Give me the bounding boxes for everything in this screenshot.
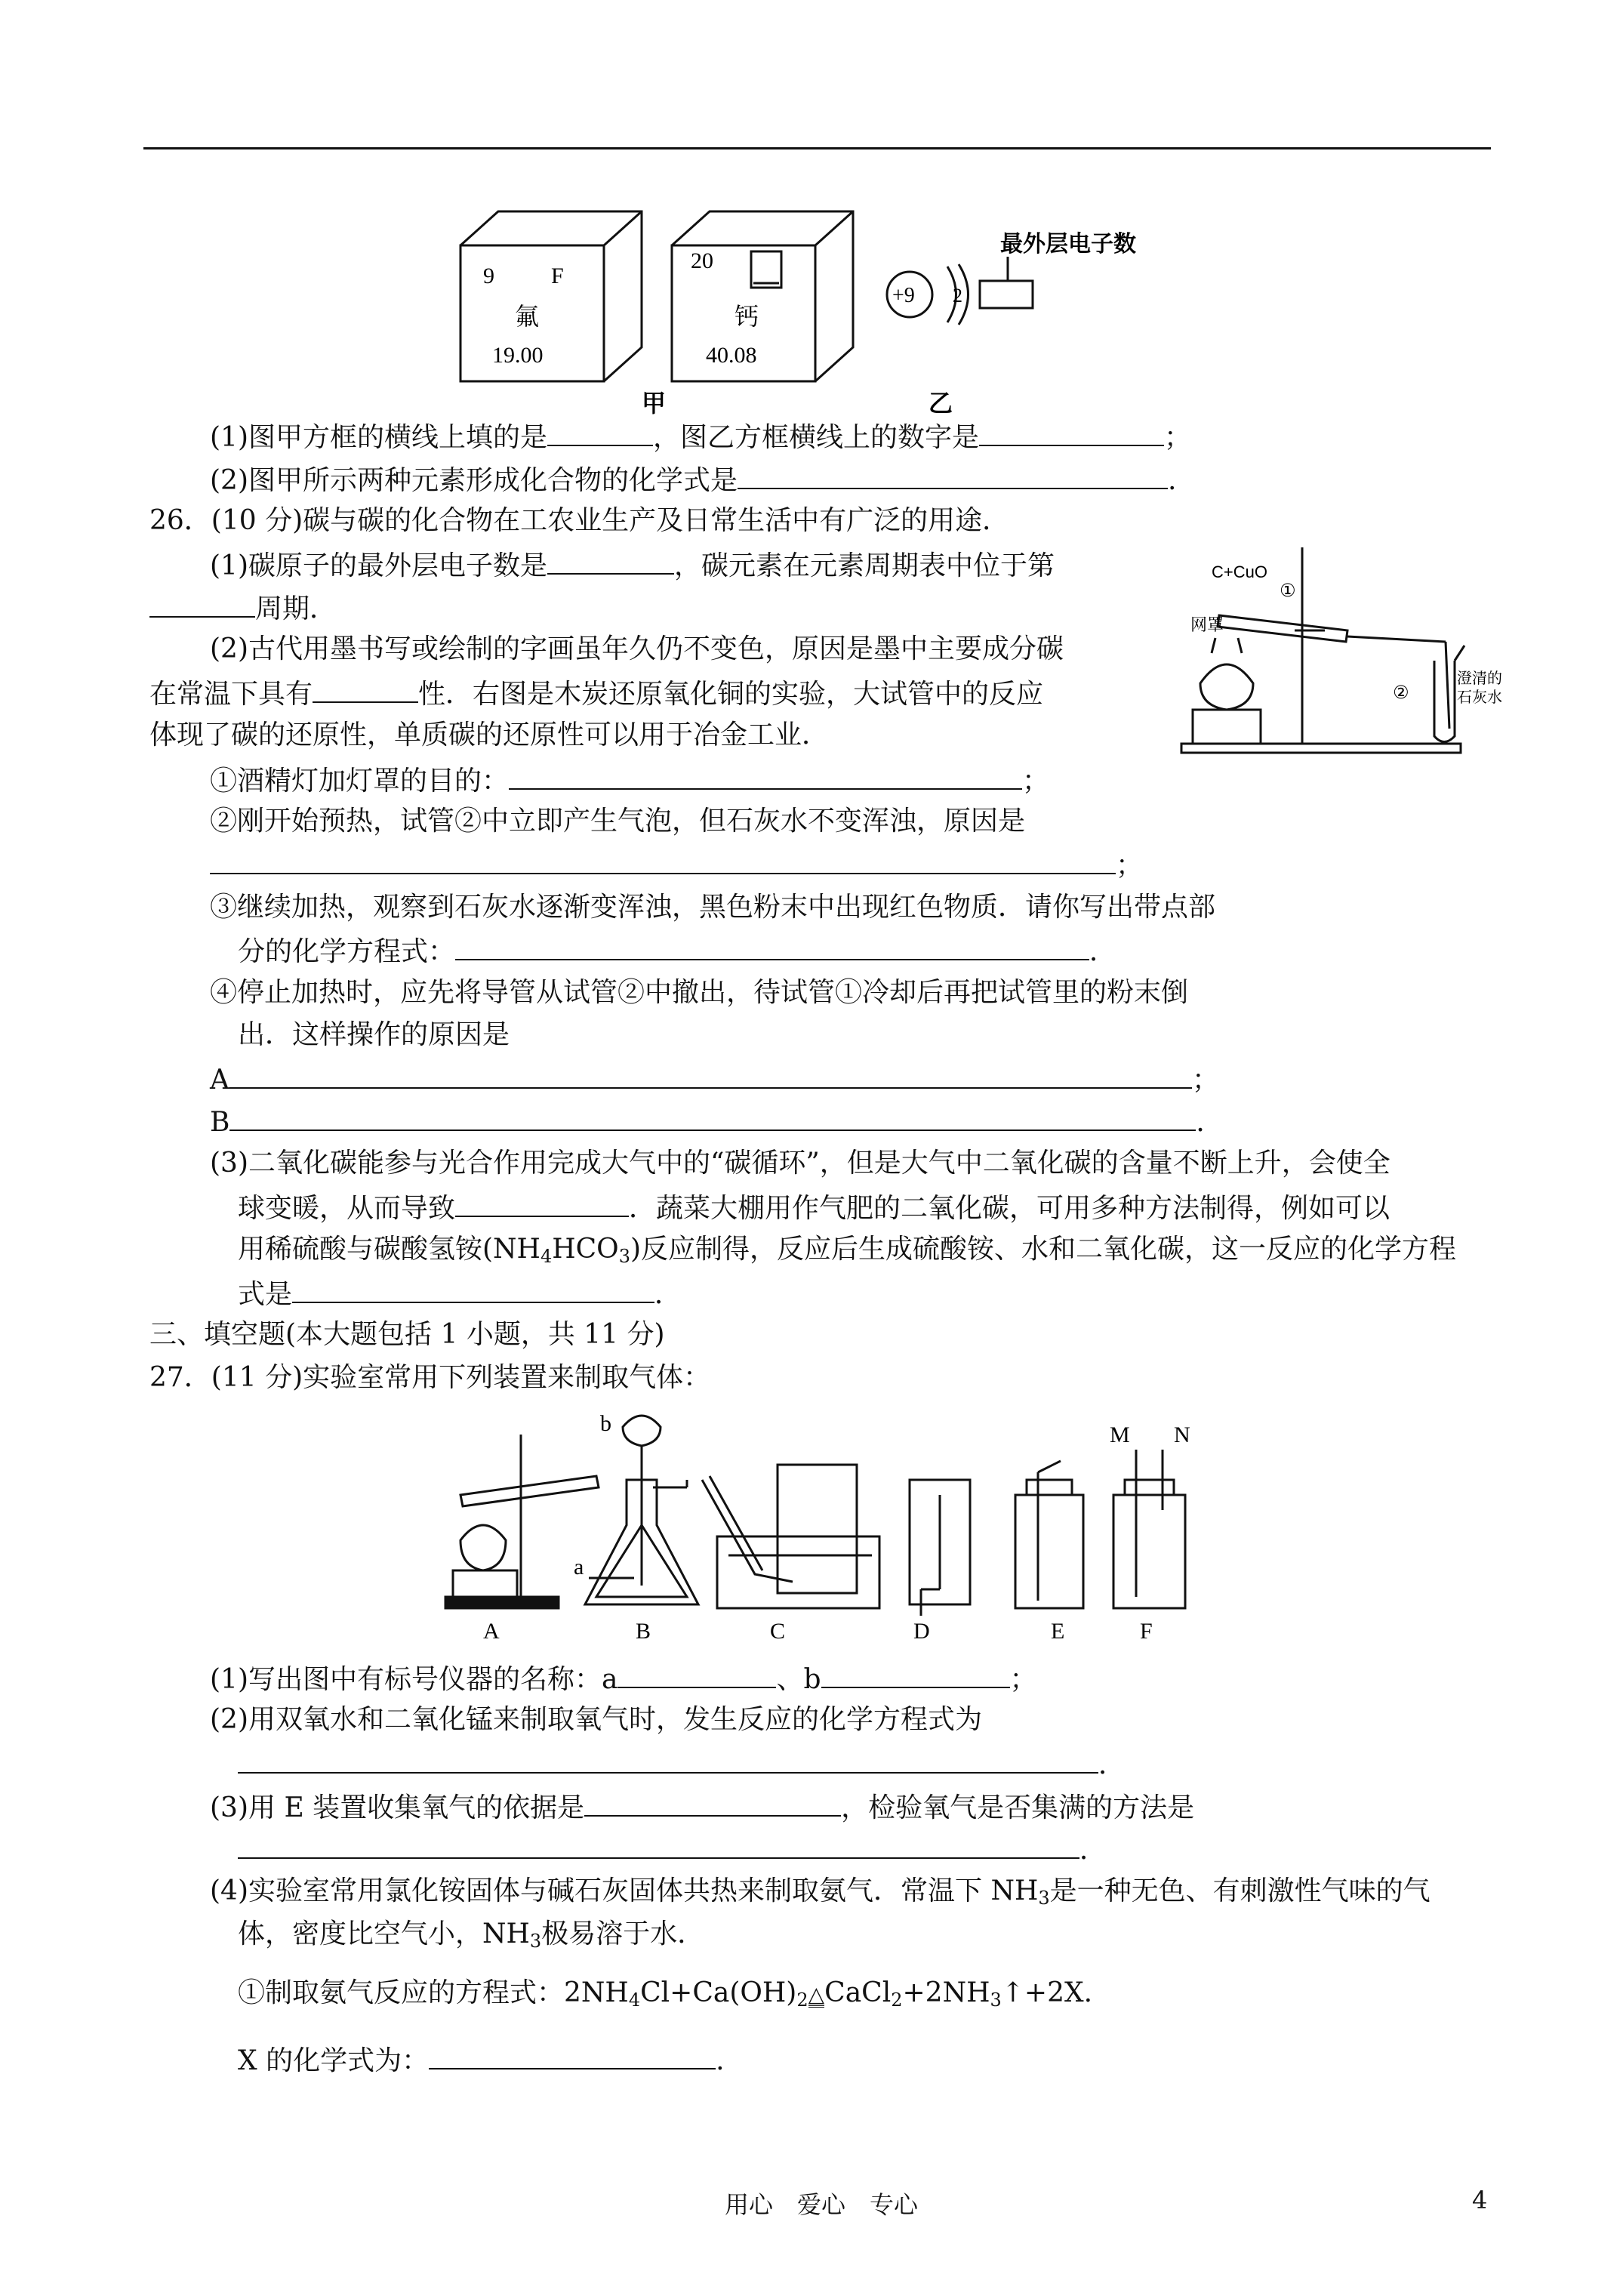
- q27-part3: (3)用 E 装置收集氧气的依据是 ，检验氧气是否集满的方法是: [210, 1789, 1194, 1825]
- box2-name: 钙: [735, 302, 759, 331]
- q27-part1: (1)写出图中有标号仪器的名称：a 、b ；: [210, 1661, 1037, 1697]
- q26-part3-c: 用稀硫酸与碳酸氢铵$(NH_4HCO_3)$反应制得，反应后生成硫酸铵、水和二氧化碳，这一反应的化学方程: [238, 1234, 1457, 1267]
- q26-step3-b: 分的化学方程式： ．: [238, 933, 1116, 969]
- box1-symbol: F: [551, 264, 564, 288]
- label-c-cuo: C+CuO: [1212, 562, 1267, 581]
- q26-step1: ①酒精灯加灯罩的目的： ；: [210, 763, 1049, 798]
- q26-step2-answer: ；: [210, 847, 1143, 883]
- q26-step4-a: ④停止加热时，应先将导管从试管②中撤出，待试管①冷却后再把试管里的粉末倒: [210, 977, 1189, 1008]
- apparatus-label-b: B: [636, 1619, 651, 1644]
- q26-step4-b: 出．这样操作的原因是: [238, 1019, 510, 1050]
- blank-q26-4[interactable]: [509, 763, 1022, 790]
- q27-part4-a: (4)实验室常用氯化铵固体与碱石灰固体共热来制取氨气．常温下 $NH_3$是一种无色、有刺激性气味的气: [210, 1875, 1431, 1909]
- q26-reason-b: B ．: [210, 1104, 1223, 1139]
- blank-q27-c[interactable]: [238, 1746, 1098, 1774]
- atom-nucleus: +9: [892, 284, 915, 307]
- q26-step2: ②刚开始预热，试管②中立即产生气泡，但石灰水不变浑浊，原因是: [210, 806, 1026, 837]
- blank-q26-7[interactable]: [455, 1190, 629, 1217]
- box1-name: 氟: [515, 302, 540, 331]
- apparatus-label-f: F: [1140, 1619, 1153, 1644]
- blank-q26-6[interactable]: [455, 933, 1089, 960]
- box2-number: 20: [691, 248, 713, 273]
- blank-q27-x[interactable]: [429, 2042, 716, 2069]
- blank-q26-3[interactable]: [313, 676, 418, 703]
- q26-part3-d: 式是 ．: [238, 1276, 682, 1311]
- q25-part2: (2)图甲所示两种元素形成化合物的化学式是 .: [210, 462, 1176, 498]
- label-wangzhao: 网罩: [1190, 616, 1224, 635]
- label-circle1: ①: [1280, 580, 1296, 601]
- heat-condition: △: [808, 1982, 825, 2007]
- q27-part2: (2)用双氧水和二氧化锰来制取氧气时，发生反应的化学方程式为: [210, 1704, 982, 1735]
- label-m: M: [1110, 1422, 1130, 1447]
- blank-q26-5[interactable]: [210, 847, 1116, 874]
- label-circle2: ②: [1393, 682, 1409, 703]
- blank-q27-a[interactable]: [617, 1661, 776, 1688]
- q27-title: 27．(11 分)实验室常用下列装置来制取气体：: [149, 1362, 711, 1393]
- label-lime1: 澄清的: [1457, 669, 1502, 687]
- section-3-heading: 三、填空题(本大题包括 1 小题，共 11 分): [149, 1319, 665, 1350]
- q26-part2-a: (2)古代用墨书写或绘制的字画虽年久仍不变色，原因是墨中主要成分碳: [210, 633, 1064, 664]
- q26-part2-d: 体现了碳的还原性，单质碳的还原性可以用于冶金工业．: [149, 720, 830, 750]
- element-figure: [445, 200, 1136, 418]
- q26-part1-cont: 周期．: [149, 590, 337, 626]
- blank-q27-b[interactable]: [821, 1661, 1010, 1688]
- blank-q25-1[interactable]: [547, 419, 653, 446]
- q27-part3-answer: ．: [238, 1832, 1107, 1867]
- label-a: a: [574, 1555, 584, 1579]
- q26-part1: (1)碳原子的最外层电子数是 ，碳元素在元素周期表中位于第: [210, 547, 1055, 583]
- label-jia: 甲: [642, 389, 667, 418]
- atom-shell: 2: [953, 285, 962, 307]
- blank-q27-d[interactable]: [584, 1789, 841, 1817]
- label-yi: 乙: [929, 389, 953, 418]
- label-n: N: [1174, 1422, 1190, 1447]
- q26-part3-b: 球变暖，从而导致 ．蔬菜大棚用作气肥的二氧化碳，可用多种方法制得，例如可以: [238, 1190, 1390, 1225]
- header-rule: [143, 147, 1491, 149]
- box2-mass: 40.08: [706, 343, 757, 368]
- blank-q26-2[interactable]: [149, 590, 255, 618]
- q26-title: 26．(10 分)碳与碳的化合物在工农业生产及日常生活中有广泛的用途．: [149, 505, 1010, 536]
- page-number: 4: [1472, 2186, 1488, 2214]
- apparatus-label-c: C: [770, 1619, 786, 1644]
- q26-reason-a: A ；: [210, 1062, 1219, 1097]
- blank-q26-8[interactable]: [292, 1276, 654, 1303]
- q27-x-formula: X 的化学式为： .: [238, 2042, 725, 2078]
- blank-q26-a[interactable]: [229, 1062, 1192, 1089]
- label-b: b: [600, 1411, 611, 1436]
- box1-number: 9: [483, 264, 494, 288]
- q27-equation: ①制取氨气反应的方程式：$2NH_4Cl+Ca(OH)_2\triangle CaCl_2+2NH_3↑+2X$.: [238, 1977, 1093, 2011]
- apparatus-figure: [438, 1404, 1208, 1646]
- q26-step3-a: ③继续加热，观察到石灰水逐渐变浑浊，黑色粉末中出现红色物质．请你写出带点部: [210, 892, 1216, 923]
- q26-part2-b: 在常温下具有 性．右图是木炭还原氧化铜的实验，大试管中的反应: [149, 676, 1043, 711]
- footer-slogan: 用心 爱心 专心: [725, 2190, 919, 2219]
- label-lime2: 石灰水: [1457, 688, 1502, 706]
- blank-q25-2[interactable]: [979, 419, 1164, 446]
- q25-part1: (1)图甲方框的横线上填的是 ，图乙方框横线上的数字是 ；: [210, 419, 1191, 455]
- carbon-reduction-figure: [1174, 532, 1502, 759]
- q27-part4-b: 体，密度比空气小，$NH_3$极易溶于水．: [238, 1918, 705, 1952]
- blank-q26-1[interactable]: [547, 547, 674, 575]
- atom-label: 最外层电子数: [1000, 231, 1136, 257]
- q27-part2-answer: ．: [238, 1746, 1126, 1782]
- box1-mass: 19.00: [492, 343, 544, 368]
- apparatus-label-e: E: [1051, 1619, 1065, 1644]
- q26-part3-a: (3)二氧化碳能参与光合作用完成大气中的“碳循环”，但是大气中二氧化碳的含量不断上升，会使全: [210, 1148, 1390, 1179]
- blank-q25-3[interactable]: [738, 462, 1168, 489]
- blank-q26-b[interactable]: [229, 1104, 1196, 1131]
- apparatus-label-d: D: [913, 1619, 930, 1644]
- blank-q27-e[interactable]: [238, 1832, 1079, 1859]
- apparatus-label-a: A: [483, 1619, 500, 1644]
